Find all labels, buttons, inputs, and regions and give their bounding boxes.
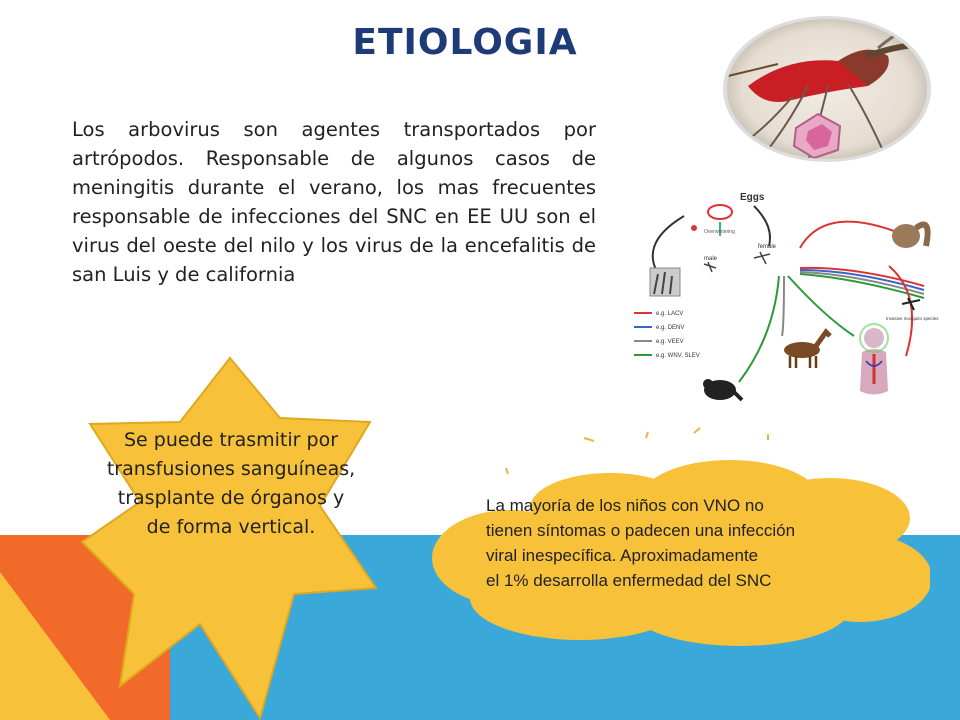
body-paragraph: Los arbovirus son agentes transportados por artrópodos. Responsable de algunos casos de meningitis durante el verano, los mas frecuentes responsable de infecciones del SNC en EE UU son el virus del oeste del nilo y los virus de la encefalitis de san Luis y de california [72, 118, 596, 286]
mosquito-image [718, 16, 936, 162]
cloud-line: tienen síntomas o padecen una infección [486, 521, 796, 540]
bird-image [703, 379, 742, 400]
human-image [860, 324, 888, 395]
slide-title: ETIOLOGIA [352, 22, 578, 63]
male-mosquito-icon [704, 262, 716, 272]
overwintering-label: Overwintering [704, 229, 735, 235]
legend-item: e.g. WNV, SLEV [656, 353, 700, 359]
invasive-mosquito-image [886, 298, 939, 321]
transmission-cycle-diagram [624, 186, 940, 408]
legend [634, 311, 700, 359]
cloud-line: el 1% desarrolla enfermedad del SNC [486, 571, 772, 590]
eggs-icon [708, 205, 732, 219]
legend-item: e.g. LACV [656, 311, 684, 317]
legend-item: e.g. DENV [656, 325, 685, 331]
female-label: female [758, 244, 777, 250]
cloud-line: viral inespecífica. Aproximadamente [486, 546, 759, 565]
svg-text:Invasive mosquito species: Invasive mosquito species [886, 316, 939, 321]
squirrel-image [892, 224, 928, 248]
horse-image [784, 332, 830, 368]
female-mosquito-icon [754, 252, 770, 264]
male-label: male [704, 256, 718, 262]
legend-item: e.g. VEEV [656, 339, 684, 345]
star-text: Se puede trasmitir por transfusiones sanguíneas, trasplante de órganos y de forma vertical. [106, 429, 356, 538]
cloud-line: La mayoría de los niños con VNO no [486, 496, 764, 515]
eggs-label: Eggs [740, 192, 765, 203]
cloud-text [486, 493, 926, 593]
